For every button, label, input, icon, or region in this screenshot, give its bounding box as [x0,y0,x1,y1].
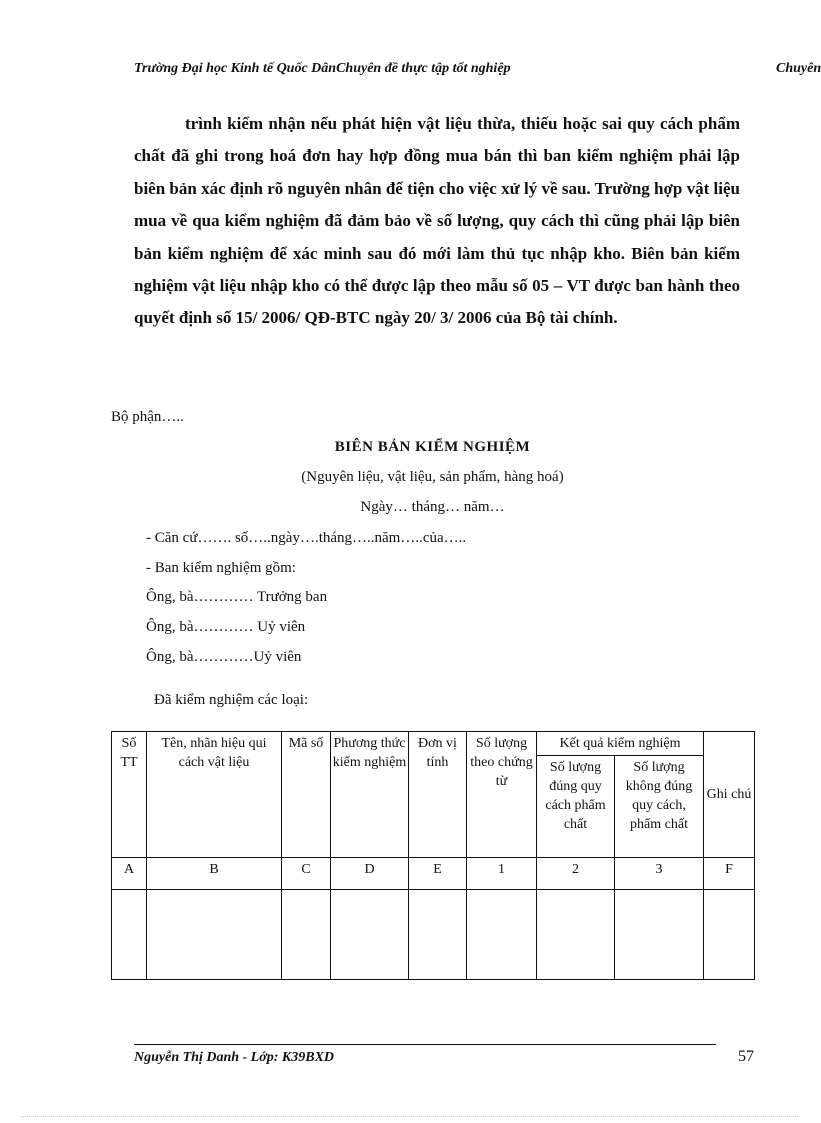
header-qty-doc: Số lượng theo chứng từ [467,732,537,858]
footer-divider [134,1044,716,1045]
footer-author: Nguyễn Thị Danh - Lớp: K39BXD [134,1050,335,1065]
header-qty-ok: Số lượng đúng quy cách phẩm chất [537,756,615,858]
body-paragraph [134,108,740,335]
page-header-title: Trường Đại học Kinh tế Quốc DânChuyên đề thực tập tốt nghiệp [134,61,511,76]
header-result: Kết quả kiểm nghiệm [537,732,704,756]
form-title: BIÊN BẢN KIỂM NGHIỆM [334,439,531,455]
committee-member: Ông, bà………… Uỷ viên [146,619,306,635]
form-date: Ngày… tháng… năm… [360,499,505,515]
inspected-line: Đã kiểm nghiệm các loại: [154,692,309,708]
committee-member: Ông, bà…………Uỷ viên [146,649,302,665]
form-basis: - Căn cứ……. số…..ngày….tháng…..năm…..của….. [146,530,467,546]
page-number: 57 [738,1048,754,1065]
header-method: Phương thức kiểm nghiệm [331,732,409,858]
page-header-right: Chuyên [776,61,821,76]
code-cell: A [112,858,147,890]
code-cell: 3 [615,858,704,890]
header-name: Tên, nhãn hiệu qui cách vật liệu [147,732,282,858]
page-edge-divider [20,1116,800,1117]
table-row [112,890,755,980]
header-stt: Số TT [112,732,147,858]
code-cell: 1 [467,858,537,890]
code-cell: E [409,858,467,890]
code-cell: F [704,858,755,890]
form-subtitle: (Nguyên liệu, vật liệu, sản phẩm, hàng hoá) [301,469,564,485]
form-committee: - Ban kiểm nghiệm gồm: [146,560,296,576]
header-code: Mã số [282,732,331,858]
code-cell: B [147,858,282,890]
code-cell: D [331,858,409,890]
header-qty-bad: Số lượng không đúng quy cách, phẩm chất [615,756,704,858]
committee-member: Ông, bà………… Trưởng ban [146,589,328,605]
code-cell: 2 [537,858,615,890]
department-line: Bộ phận….. [111,409,184,425]
inspection-table [111,731,755,980]
header-note: Ghi chú [704,732,755,858]
code-cell: C [282,858,331,890]
header-unit: Đơn vị tính [409,732,467,858]
paragraph-text: trình kiểm nhận nếu phát hiện vật liệu thừa, thiếu hoặc sai quy cách phẩm chất đã ghi trong hoá đơn hay hợp đồng mua bán thì ban kiểm nghiệm phải lập biên bản xác định rõ nguyên nhân để tiện cho việc xử lý về sau. Trường hợp vật liệu mua về qua kiểm nghiệm đã đảm bảo về số lượng, quy cách thì cũng phải lập biên bản kiểm nghiệm để xác minh sau đó mới làm thủ tục nhập kho. Biên bản kiểm nghiệm vật liệu nhập kho có thể được lập theo mẫu số 05 – VT được ban hành theo quyết định số 15/ 2006/ QĐ-BTC ngày 20/ 3/ 2006 của Bộ tài chính. [134,114,740,328]
